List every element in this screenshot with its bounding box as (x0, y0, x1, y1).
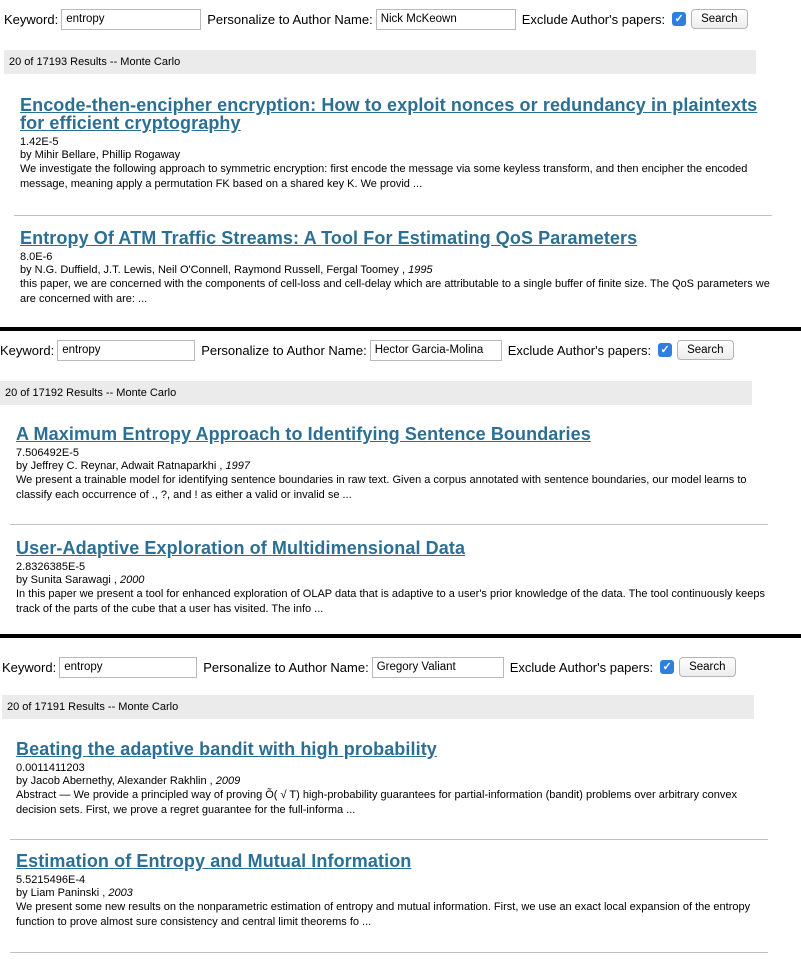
author-name-input[interactable] (370, 340, 502, 361)
result-item (16, 539, 768, 617)
search-panel-2 (0, 331, 801, 633)
search-button[interactable]: Search (677, 340, 733, 360)
author-list: by Sunita Sarawagi , (16, 574, 117, 586)
author-name-label: Personalize to Author Name: (201, 342, 367, 358)
search-button[interactable]: Search (679, 657, 735, 677)
result-separator (10, 952, 768, 953)
result-score: 2.8326385E-5 (16, 561, 86, 573)
exclude-author-checkbox[interactable]: ✓ (658, 343, 672, 357)
results-summary: 20 of 17193 Results -- Monte Carlo (4, 50, 756, 74)
exclude-author-label: Exclude Author's papers: (509, 659, 654, 675)
result-score: 5.5215496E-4 (16, 874, 86, 886)
result-year: 2009 (215, 775, 241, 787)
result-title-link[interactable]: Beating the adaptive bandit with high probability (16, 739, 437, 759)
author-list: by Jeffrey C. Reynar, Adwait Ratnaparkhi , (16, 460, 223, 472)
result-score: 7.506492E-5 (16, 447, 79, 459)
keyword-input[interactable] (57, 340, 195, 361)
results-summary: 20 of 17191 Results -- Monte Carlo (2, 695, 754, 719)
result-abstract: We present some new results on the nonparametric estimation of entropy and mutual information. First, we use an exact local expansion of the entropy function to prove almost sure consistency and central limit theorems fo ... (16, 901, 751, 928)
author-list: by Mihir Bellare, Phillip Rogaway (20, 149, 181, 161)
result-separator (14, 215, 772, 216)
result-abstract: In this paper we present a tool for enhanced exploration of OLAP data that is adaptive to a user's prior knowledge of the data. The tool continuously keeps track of the parts of the cube that a user has visited. The info ... (16, 588, 765, 615)
author-name-label: Personalize to Author Name: (203, 659, 369, 675)
search-button[interactable]: Search (691, 9, 747, 29)
result-authors (16, 574, 768, 587)
result-separator (10, 839, 768, 840)
result-authors (16, 460, 768, 473)
result-authors (16, 775, 768, 788)
search-form (0, 338, 734, 362)
result-title-link[interactable]: User-Adaptive Exploration of Multidimensional Data (16, 538, 466, 558)
result-score: 8.0E-6 (20, 251, 53, 263)
exclude-author-label: Exclude Author's papers: (507, 342, 652, 358)
author-name-input[interactable] (376, 9, 516, 30)
result-separator (10, 524, 768, 525)
result-abstract: this paper, we are concerned with the components of cell-loss and cell-delay which are attributable to a single buffer of finite size. The QoS parameters we are concerned with are: ... (20, 278, 770, 305)
result-item (16, 740, 768, 818)
result-year: 2000 (119, 574, 145, 586)
author-name-input[interactable] (372, 657, 504, 678)
result-title-link[interactable]: A Maximum Entropy Approach to Identifying Sentence Boundaries (16, 424, 591, 444)
result-score: 1.42E-5 (20, 136, 59, 148)
search-panel-3 (0, 639, 801, 959)
exclude-author-checkbox[interactable]: ✓ (660, 660, 674, 674)
exclude-author-label: Exclude Author's papers: (521, 11, 666, 27)
keyword-input[interactable] (61, 9, 201, 30)
result-title-link[interactable]: Estimation of Entropy and Mutual Information (16, 851, 412, 871)
author-list: by Liam Paninski , (16, 887, 106, 899)
exclude-author-checkbox[interactable]: ✓ (672, 12, 686, 26)
result-title-link[interactable]: Encode-then-encipher encryption: How to exploit nonces or redundancy in plaintexts for efficient cryptography (20, 95, 758, 133)
result-item (16, 425, 768, 503)
keyword-label: Keyword: (0, 342, 55, 358)
keyword-label: Keyword: (2, 659, 57, 675)
results-summary: 20 of 17192 Results -- Monte Carlo (0, 381, 752, 405)
result-item (20, 96, 772, 192)
author-list: by N.G. Duffield, J.T. Lewis, Neil O'Connell, Raymond Russell, Fergal Toomey , (20, 264, 406, 276)
result-abstract: Abstract — We provide a principled way of proving Õ( √ T) high-probability guarantees for partial-information (bandit) problems over arbitrary convex decision sets. First, we prove a regret guarantee for the full-informa ... (16, 789, 737, 816)
result-item (20, 229, 772, 307)
result-authors (16, 887, 768, 900)
result-abstract: We investigate the following approach to symmetric encryption: first encode the message via some keyless transform, and then encipher the encoded message, meaning apply a permutation FK based on a shared key K. We provid ... (20, 163, 748, 190)
result-abstract: We present a trainable model for identifying sentence boundaries in raw text. Given a corpus annotated with sentence boundaries, our model learns to classify each occurrence of ., ?, and ! as either a valid or invalid se ... (16, 474, 747, 501)
result-year: 1995 (408, 264, 433, 276)
search-panel-1 (0, 0, 801, 327)
result-score: 0.0011411203 (16, 762, 85, 774)
result-year: 1997 (225, 460, 251, 472)
search-form (2, 655, 736, 679)
author-name-label: Personalize to Author Name: (207, 11, 373, 27)
result-authors (20, 264, 772, 277)
result-title-link[interactable]: Entropy Of ATM Traffic Streams: A Tool For Estimating QoS Parameters (20, 228, 638, 248)
keyword-input[interactable] (59, 657, 197, 678)
result-year: 2003 (108, 887, 133, 899)
author-list: by Jacob Abernethy, Alexander Rakhlin , (16, 775, 213, 787)
panel-divider (0, 634, 801, 638)
keyword-label: Keyword: (4, 11, 59, 27)
result-item (16, 852, 768, 930)
result-authors (20, 149, 772, 162)
search-form (4, 7, 748, 31)
